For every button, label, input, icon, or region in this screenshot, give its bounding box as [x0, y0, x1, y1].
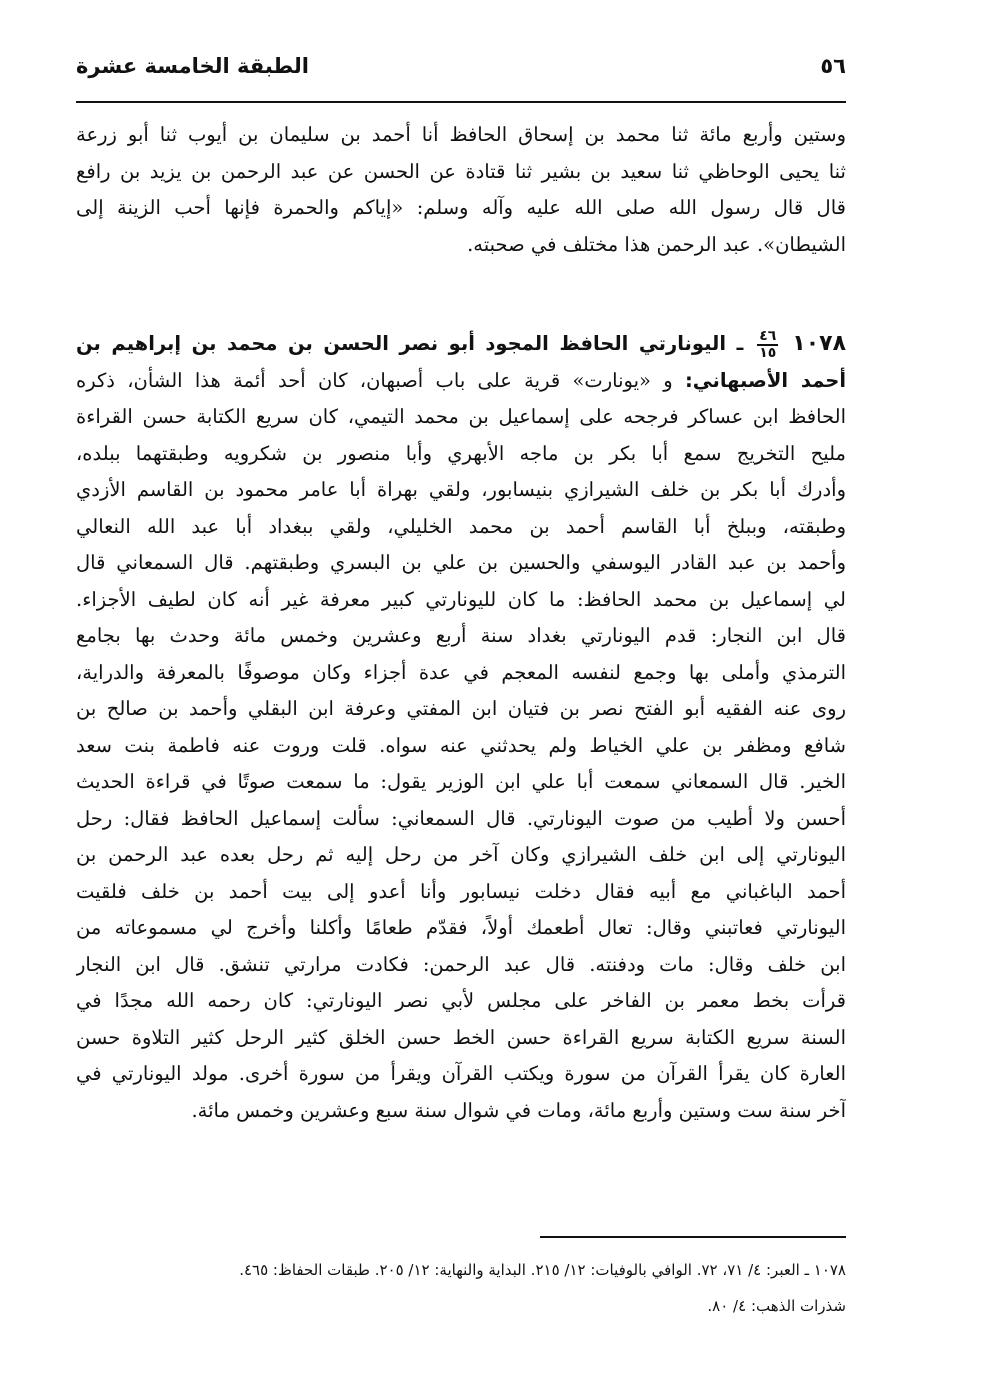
entry-fraction — [757, 329, 778, 361]
text-line: العارة كان يقرأ القرآن من سورة ويكتب القرآن ويقرأ من سورة أخرى. مولد اليونارتي في — [76, 1062, 846, 1085]
text-line: أحمد الباغباني مع أبيه فقال دخلت نيسابور وأنا أعدو إلى بيت أحمد بن خلف فلقيت — [76, 879, 846, 903]
text-line: آخر سنة ست وستين وأربع مائة، ومات في شوال سنة سبع وعشرين وخمس مائة. — [191, 1098, 846, 1122]
fraction-numerator: ٤٦ — [759, 327, 777, 344]
header-divider — [76, 101, 846, 103]
text-line: ابن خلف وقال: مات ودفنته. قال عبد الرحمن: فكادت مرارتي تنشق. قال ابن النجار — [76, 952, 846, 976]
entry-text: و «يونارت» قرية على باب أصبهان، كان أحد أئمة هذا الشأن، ذكره — [76, 368, 673, 392]
text-line: اليونارتي إلى ابن خلف الشيرازي وكان آخر من رحل إليه ثم رحل بعده عبد الرحمن بن — [76, 843, 846, 866]
text-line: قال ابن النجار: قدم اليونارتي بغداد سنة أربع وعشرين وخمس مائة وحدث بها بجامع — [76, 624, 846, 647]
text-line: وأحمد بن عبد القادر اليوسفي والحسين بن علي بن البسري وطبقتهم. قال السمعاني قال — [76, 551, 846, 574]
text-line: روى عنه الفقيه أبو الفتح نصر بن فتيان ابن المفتي وعرفة ابن البقلي وأحمد بن صالح بن — [76, 697, 846, 720]
fraction-denominator: ١٥ — [759, 344, 777, 361]
footnotes — [76, 1252, 846, 1324]
text-line: شافع ومظفر بن علي الخياط ولم يحدثني عنه سواه. قلت وروت عنه فاطمة بنت سعد — [76, 733, 846, 757]
text-line: السنة سريع الكتابة سريع القراءة حسن الخط حسن الخلق كثير الرحل كثير التلاوة حسن — [76, 1025, 846, 1049]
text-line: أحسن ولا أطيب من صوت اليونارتي. قال السمعاني: سألت إسماعيل الحافظ فقال: رحل — [76, 806, 846, 830]
text-line: قرأت بخط معمر بن الفاخر على مجلس لأبي نصر اليونارتي: كان رحمه الله مجدًا في — [76, 989, 846, 1012]
paragraph-continuation — [76, 117, 846, 263]
entry-heading: ـ اليونارتي الحافظ المجود أبو نصر الحسن بن محمد بن إبراهيم بن — [76, 332, 744, 355]
text-line: قال قال رسول الله صلى الله عليه وآله وسلم: «إياكم والحمرة فإنها أحب الزينة إلى — [76, 196, 846, 219]
text-line: الشيطان». عبد الرحمن هذا مختلف في صحبته. — [467, 232, 846, 256]
footnote-line: شذرات الذهب: ٤/ ٨٠. — [707, 1297, 846, 1315]
text-line: اليونارتي فعاتبني وقال: تعال أطعمك أولاً، فقدّم طعامًا وأكلنا وأخرج لي مسموعاته من — [76, 916, 846, 939]
text-line: ثنا يحيى الوحاظي ثنا سعيد بن بشير ثنا قتادة عن الحسن عن عبد الرحمن بن يزيد بن رافع — [76, 159, 846, 183]
text-line: الخير. قال السمعاني سمعت أبا علي ابن الوزير يقول: ما سمعت صوتًا في قراءة الحديث — [76, 770, 846, 793]
text-line: وطبقته، وببلخ أبا القاسم أحمد بن محمد الخليلي، ولقي ببغداد أبا عبد الله النعالي — [76, 514, 846, 538]
text-line: لي إسماعيل بن محمد الحافظ: ما كان لليونارتي كبير معرفة غير أنه كان لطيف الأجزاء. — [76, 587, 846, 611]
biography-entry — [76, 326, 846, 1129]
text-line: وستين وأربع مائة ثنا محمد بن إسحاق الحافظ أنا أحمد بن سليمان بن أيوب ثنا أبو زرعة — [76, 123, 846, 146]
entry-heading-name-end: أحمد الأصبهاني: — [684, 368, 846, 392]
page-header — [76, 54, 846, 92]
entry-heading-line — [76, 326, 846, 363]
text-line: مليح التخريج سمع أبا بكر بن ماجه الأبهري وأبا منصور بن شكرويه وطبقتهما ببلده، — [76, 441, 846, 465]
footnote-divider — [540, 1236, 846, 1238]
text-line: الترمذي وأملى بها وجمع لنفسه المعجم في عدة أجزاء وكان موصوفًا بالمعرفة والدراية، — [76, 660, 846, 684]
footnote-line: ١٠٧٨ ـ العبر: ٤/ ٧١، ٧٢. الوافي بالوفيات: ١٢/ ٢١٥. البداية والنهاية: ١٢/ ٢٠٥. طبقات الحفاظ: ٤٦٥. — [239, 1261, 846, 1279]
entry-number: ١٠٧٨ — [792, 331, 846, 356]
running-title: الطبقة الخامسة عشرة — [76, 54, 309, 78]
page-number: ٥٦ — [820, 54, 846, 78]
text-line — [76, 363, 846, 400]
text-line: وأدرك أبا بكر بن خلف الشيرازي بنيسابور، ولقي بهراة أبا عامر محمود بن القاسم الأزدي — [76, 478, 846, 501]
text-line: الحافظ ابن عساكر فرجحه على إسماعيل بن محمد التيمي، كان سريع الكتابة حسن القراءة — [76, 405, 846, 428]
